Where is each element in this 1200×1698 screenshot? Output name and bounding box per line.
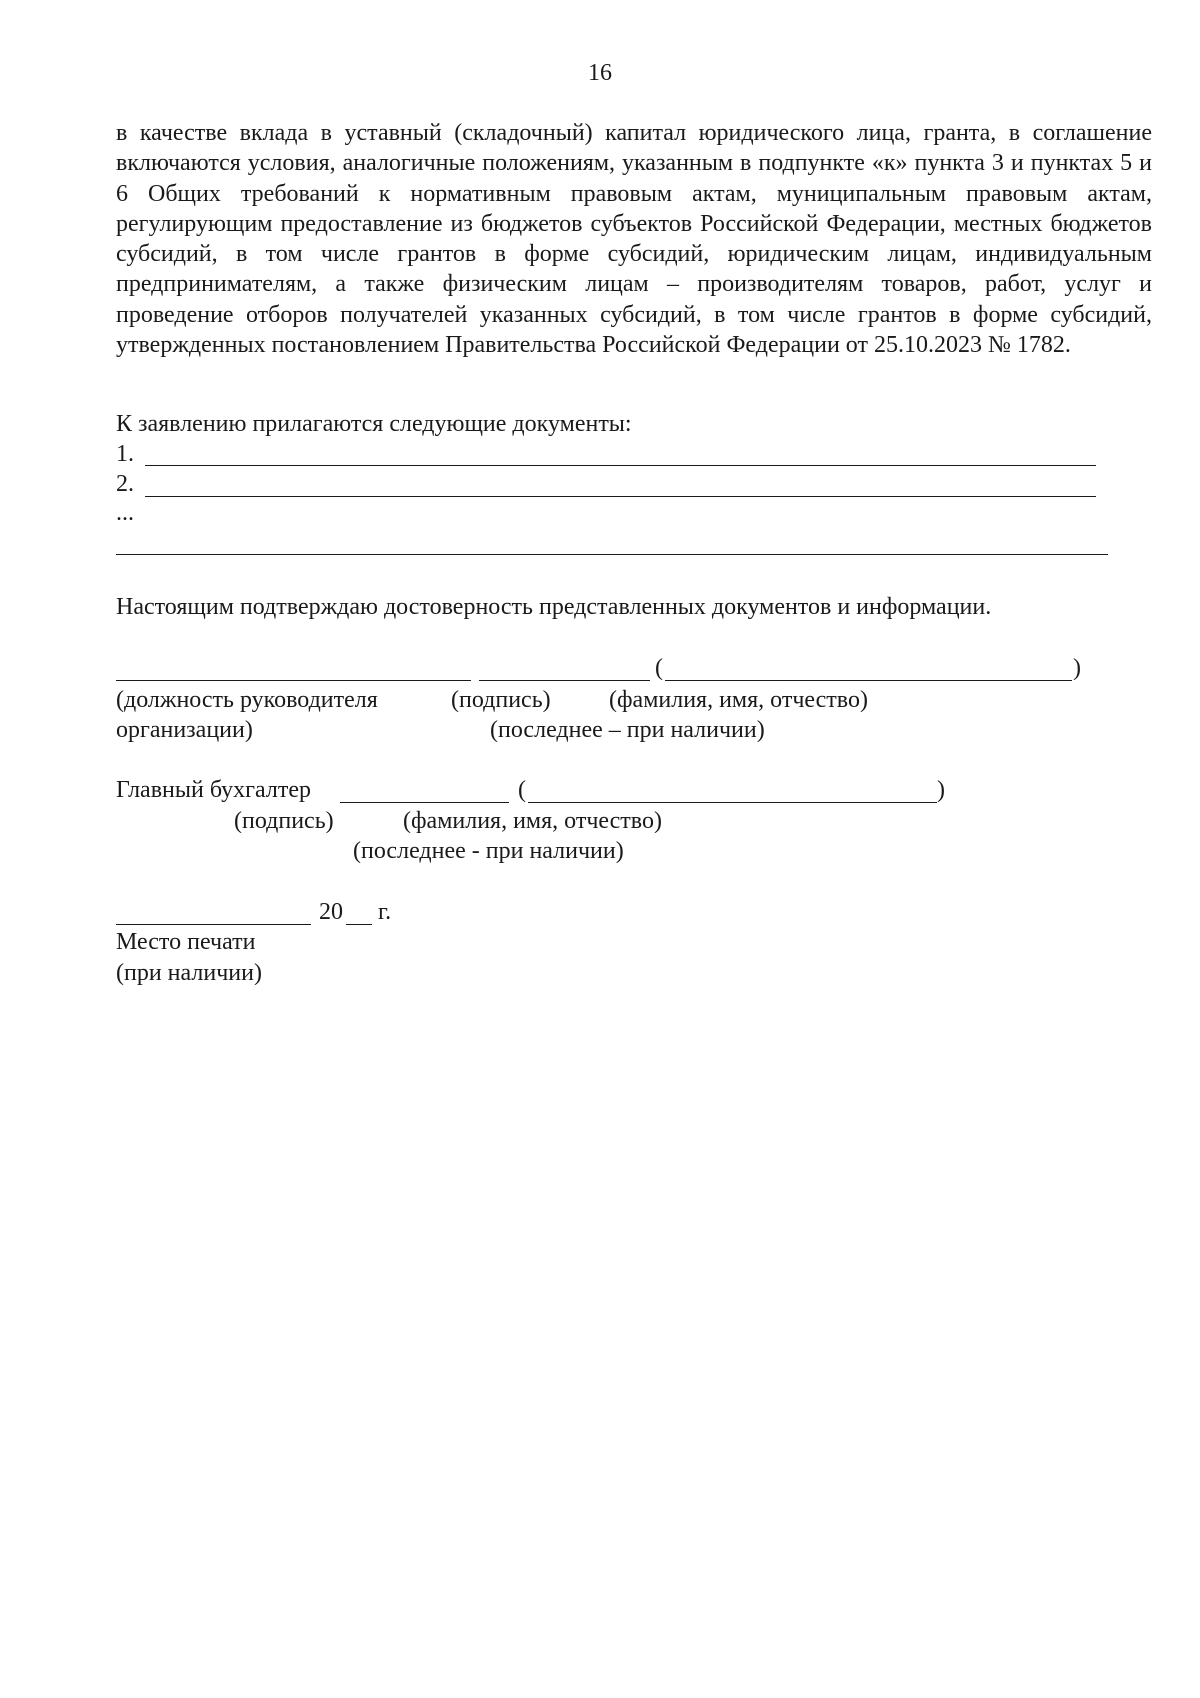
date-day-month-line[interactable] [116,924,311,925]
head-name-open-paren: ( [655,655,663,681]
confirmation-text: Настоящим подтверждаю достоверность представленных документов и информации. [116,594,992,620]
accountant-name-open-paren: ( [518,777,526,803]
page-number: 16 [588,60,612,86]
date-year-prefix: 20 [319,899,343,925]
date-year-line[interactable] [346,924,372,925]
head-signature-label: (подпись) [451,687,551,713]
attachment-item-1-number: 1. [116,441,134,467]
head-name-label-2: (последнее – при наличии) [490,717,765,743]
attachment-item-1-line[interactable] [145,465,1096,466]
accountant-name-label-2: (последнее - при наличии) [353,838,624,864]
stamp-label-2: (при наличии) [116,960,262,986]
attachment-item-2-line[interactable] [145,496,1096,497]
body-paragraph: в качестве вклада в уставный (складочный) капитал юридического лица, гранта, в соглашение включаются условия, аналогичные положениям, указанным в подпункте «к» пункта 3 и пунктах 5 и 6 Общих требований к нормативным правовым актам, муниципальным правовым актам, регулирующим предоставление из бюджетов субъектов Российской Федерации, местных бюджетов субсидий, в том числе грантов в форме субсидий, юридическим лицам, индивидуальным предпринимателям, а также физическим лицам – производителям товаров, работ, услуг и проведение отборов получателей указанных субсидий, в том числе грантов в форме субсидий, утвержденных постановлением Правительства Российской Федерации от 25.10.2023 № 1782. [116,120,1152,359]
accountant-title: Главный бухгалтер [116,777,311,803]
head-name-line[interactable] [665,680,1072,681]
accountant-signature-label: (подпись) [234,808,334,834]
stamp-label-1: Место печати [116,929,256,955]
accountant-name-line[interactable] [528,802,937,803]
date-year-suffix: г. [378,899,392,925]
head-signature-line[interactable] [479,680,650,681]
head-name-label-1: (фамилия, имя, отчество) [609,687,868,713]
accountant-name-label-1: (фамилия, имя, отчество) [403,808,662,834]
head-position-label-2: организации) [116,717,253,743]
attachments-ellipsis: ... [116,500,134,526]
accountant-name-close-paren: ) [937,777,945,803]
attachments-heading: К заявлению прилагаются следующие документы: [116,411,632,437]
attachment-item-2-number: 2. [116,471,134,497]
attachment-extra-line[interactable] [116,554,1108,555]
head-position-label-1: (должность руководителя [116,687,378,713]
head-name-close-paren: ) [1073,655,1081,681]
head-position-line[interactable] [116,680,471,681]
accountant-signature-line[interactable] [340,802,509,803]
